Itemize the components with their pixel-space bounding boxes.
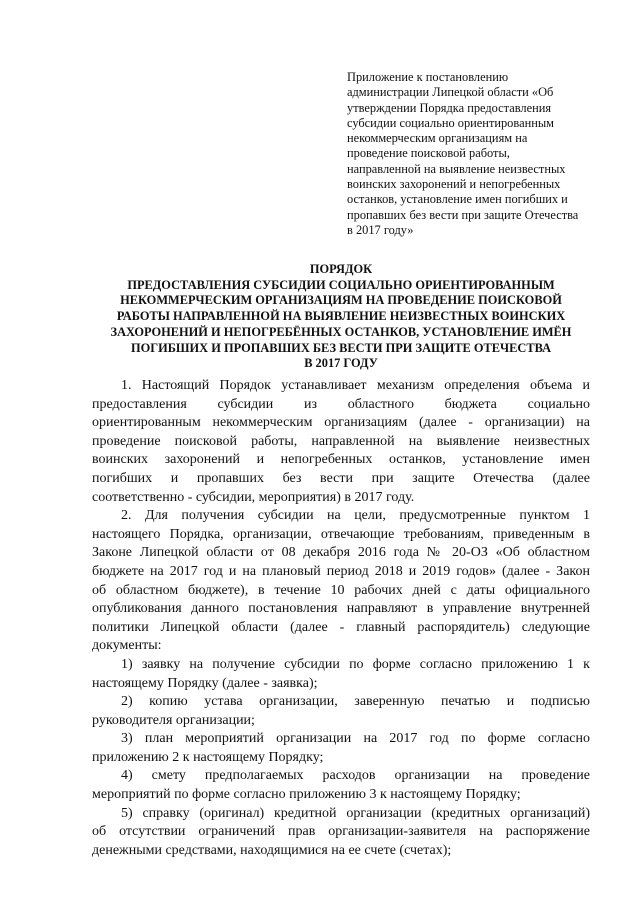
title-line: ПОГИБШИХ И ПРОПАВШИХ БЕЗ ВЕСТИ ПРИ ЗАЩИТЕ ОТЕЧЕСТВА <box>130 340 552 355</box>
text-line: соответственно - субсидии, мероприятия) в 2017 году. <box>92 489 415 505</box>
text-line: проведение поисковой работы, направленной на выявление неизвестных <box>92 433 590 449</box>
text-line: бюджете на 2017 год и на плановый период 2018 и 2019 годов» (далее - Закон <box>92 563 590 579</box>
title-line: ЗАХОРОНЕНИЙ И НЕПОГРЕБЁННЫХ ОСТАНКОВ, УСТАНОВЛЕНИЕ ИМЁН <box>110 324 572 339</box>
document-body <box>92 377 590 860</box>
appendix-line: некоммерческим организациям на <box>347 131 528 146</box>
appendix-line: воинских захоронений и непогребенных <box>347 177 561 192</box>
text-line: воинских захоронений и непогребенных останков, установление имен <box>92 452 590 468</box>
appendix-line: утверждении Порядка предоставления <box>347 100 552 115</box>
paragraph-1 <box>92 377 590 507</box>
text-line: настоящему Порядку (далее - заявка); <box>92 675 318 691</box>
title-line: ПОРЯДОК <box>309 262 373 276</box>
appendix-line: проведение поисковой работы, <box>347 146 510 161</box>
text-line: приложению 2 к настоящему Порядку; <box>92 749 324 765</box>
document-title <box>92 262 590 372</box>
text-line: 1. Настоящий Порядок устанавливает механизм определения объема и <box>121 378 590 393</box>
text-line: 5) справку (оригинал) кредитной организации (кредитных организаций) <box>121 805 590 821</box>
text-line: политики Липецкой области (далее - главный распорядитель) следующие <box>92 619 590 635</box>
appendix-line: направленной на выявление неизвестных <box>347 161 566 176</box>
text-line: опубликования данного постановления направляют в управление внутренней <box>92 601 590 617</box>
text-line: 1) заявку на получение субсидии по форме согласно приложению 1 к <box>121 656 590 672</box>
appendix-note <box>347 70 579 238</box>
text-line: 2. Для получения субсидии на цели, предусмотренные пунктом 1 <box>121 508 590 524</box>
text-line: мероприятий по форме согласно приложению 3 к настоящему Порядку; <box>92 787 521 803</box>
title-line: РАБОТЫ НАПРАВЛЕННОЙ НА ВЫЯВЛЕНИЕ НЕИЗВЕСТНЫХ ВОИНСКИХ <box>116 309 566 324</box>
list-item-2 <box>92 693 590 730</box>
text-line: об отсутствии ограничений прав организации-заявителя на распоряжение <box>92 824 590 840</box>
text-line: 3) план мероприятий организации на 2017 год по форме согласно <box>121 731 590 747</box>
text-line: денежными средствами, находящимися на ее счете (счетах); <box>92 842 452 858</box>
list-item-1 <box>92 656 590 693</box>
title-line: ПРЕДОСТАВЛЕНИЯ СУБСИДИИ СОЦИАЛЬНО ОРИЕНТИРОВАННЫМ <box>127 277 555 292</box>
text-line: 4) смету предполагаемых расходов организации на проведение <box>121 768 590 784</box>
appendix-line: в 2017 году» <box>347 222 414 237</box>
list-item-3 <box>92 730 590 767</box>
text-line: предоставления субсидии из областного бюджета социально <box>92 396 590 412</box>
text-line: Законе Липецкой области от 08 декабря 2016 года № 20-ОЗ «Об областном <box>92 545 590 561</box>
appendix-line: администрации Липецкой области «Об <box>347 85 554 100</box>
title-line: В 2017 ГОДУ <box>304 356 378 371</box>
paragraph-2 <box>92 507 590 656</box>
text-line: 2) копию устава организации, заверенную печатью и подписью <box>121 694 590 710</box>
text-line: погибших и пропавших без вести при защите Отечества (далее <box>92 470 590 486</box>
text-line: об областном бюджете), в течение 10 рабочих дней с даты официального <box>92 582 590 598</box>
text-line: ориентированным некоммерческим организациям (далее - организации) на <box>92 415 590 431</box>
text-line: документы: <box>92 638 162 654</box>
text-line: настоящего Порядка, организации, отвечающие требованиям, приведенным в <box>92 526 590 542</box>
appendix-line: останков, установление имен погибших и <box>347 192 568 207</box>
text-line: руководителя организации; <box>92 712 255 728</box>
list-item-4 <box>92 767 590 804</box>
list-item-5 <box>92 805 590 861</box>
appendix-line: Приложение к постановлению <box>347 70 509 84</box>
appendix-line: пропавших без вести при защите Отечества <box>347 207 579 222</box>
appendix-line: субсидии социально ориентированным <box>347 115 554 130</box>
title-line: НЕКОММЕРЧЕСКИМ ОРГАНИЗАЦИЯМ НА ПРОВЕДЕНИЕ ПОИСКОВОЙ <box>120 293 562 308</box>
